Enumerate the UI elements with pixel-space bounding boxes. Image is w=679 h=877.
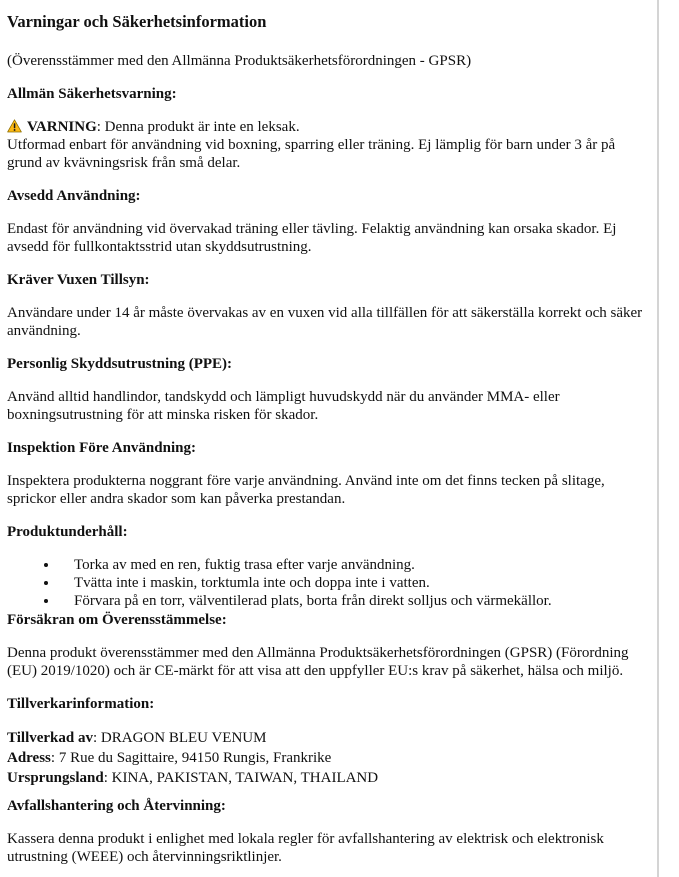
section-heading: Inspektion Före Användning: bbox=[7, 440, 196, 456]
section-paragraph: Endast för användning vid övervakad träning eller tävling. Felaktig användning kan orsaka skador. Ej avsedd för fullkontaktsstrid utan skyddsutrustning. bbox=[7, 221, 617, 255]
section-paragraph: Denna produkt överensstämmer med den Allmänna Produktsäkerhetsförordningen (GPSR) (Förordning (EU) 2019/1020) och är CE-märkt för att visa att den uppfyller EU:s krav på säkerhet, hälsa och miljö. bbox=[7, 645, 629, 679]
section-heading: Försäkran om Överensstämmelse: bbox=[7, 612, 227, 628]
section-heading: Avfallshantering och Återvinning: bbox=[7, 798, 226, 814]
section-paragraph: Använd alltid handlindor, tandskydd och lämpligt huvudskydd när du använder MMA- eller boxningsutrustning för att minska risken för skador. bbox=[7, 389, 560, 423]
section-heading: Personlig Skyddsutrustning (PPE): bbox=[7, 356, 233, 372]
manufacturer-field bbox=[7, 768, 645, 788]
list-item: • Torka av med en ren, fuktig trasa efter varje användning. bbox=[59, 556, 645, 574]
section-heading: Avsedd Användning: bbox=[7, 188, 141, 204]
warning-line bbox=[7, 118, 645, 136]
section-general-safety-warning bbox=[7, 85, 645, 172]
field-label: Tillverkad av bbox=[7, 730, 93, 746]
section-intended-use bbox=[7, 187, 645, 256]
maintenance-list bbox=[7, 556, 645, 610]
section-heading: Tillverkarinformation: bbox=[7, 696, 155, 712]
list-item: • Förvara på en torr, välventilerad plats, borta från direkt solljus och värmekällor. bbox=[59, 592, 645, 610]
section-paragraph: Användare under 14 år måste övervakas av en vuxen vid alla tillfällen för att säkerställa korrekt och säker användning. bbox=[7, 305, 643, 339]
section-paragraph: Kassera denna produkt i enlighet med lokala regler för avfallshantering av elektrisk och elektronisk utrustning (WEEE) och återvinningsriktlinjer. bbox=[7, 831, 604, 865]
section-manufacturer-info bbox=[7, 695, 645, 788]
section-paragraph: Inspektera produkterna noggrant före varje användning. Använd inte om det finns tecken på slitage, sprickor eller andra skador som kan påverka prestandan. bbox=[7, 473, 605, 507]
section-adult-supervision bbox=[7, 271, 645, 340]
page-title: Varningar och Säkerhetsinformation bbox=[7, 12, 267, 31]
section-product-maintenance bbox=[7, 523, 645, 610]
section-heading: Allmän Säkerhetsvarning: bbox=[7, 86, 177, 102]
warning-text: : Denna produkt är inte en leksak. bbox=[96, 119, 300, 135]
field-value: : DRAGON BLEU VENUM bbox=[93, 730, 267, 746]
section-inspection bbox=[7, 439, 645, 508]
field-value: : KINA, PAKISTAN, TAIWAN, THAILAND bbox=[103, 770, 379, 786]
list-item: • Tvätta inte i maskin, torktumla inte och doppa inte i vatten. bbox=[59, 574, 645, 592]
field-label: Ursprungsland bbox=[7, 770, 104, 786]
section-heading: Kräver Vuxen Tillsyn: bbox=[7, 272, 150, 288]
section-paragraph: Utformad enbart för användning vid boxning, sparring eller träning. Ej lämplig för barn under 3 år på grund av kvävningsrisk från små delar. bbox=[7, 137, 616, 171]
warning-triangle-icon bbox=[7, 118, 22, 136]
section-declaration-of-conformity bbox=[7, 611, 645, 680]
field-value: : 7 Rue du Sagittaire, 94150 Rungis, Frankrike bbox=[50, 750, 332, 766]
warning-label: VARNING bbox=[27, 119, 97, 135]
manufacturer-fields bbox=[7, 728, 645, 788]
field-label: Adress bbox=[7, 750, 51, 766]
right-border-divider bbox=[657, 0, 659, 877]
section-heading: Produktunderhåll: bbox=[7, 524, 128, 540]
manufacturer-field bbox=[7, 728, 645, 748]
section-ppe bbox=[7, 355, 645, 424]
manufacturer-field bbox=[7, 748, 645, 768]
compliance-note: (Överensstämmer med den Allmänna Produktsäkerhetsförordningen - GPSR) bbox=[7, 53, 472, 69]
section-waste-recycling bbox=[7, 797, 645, 866]
